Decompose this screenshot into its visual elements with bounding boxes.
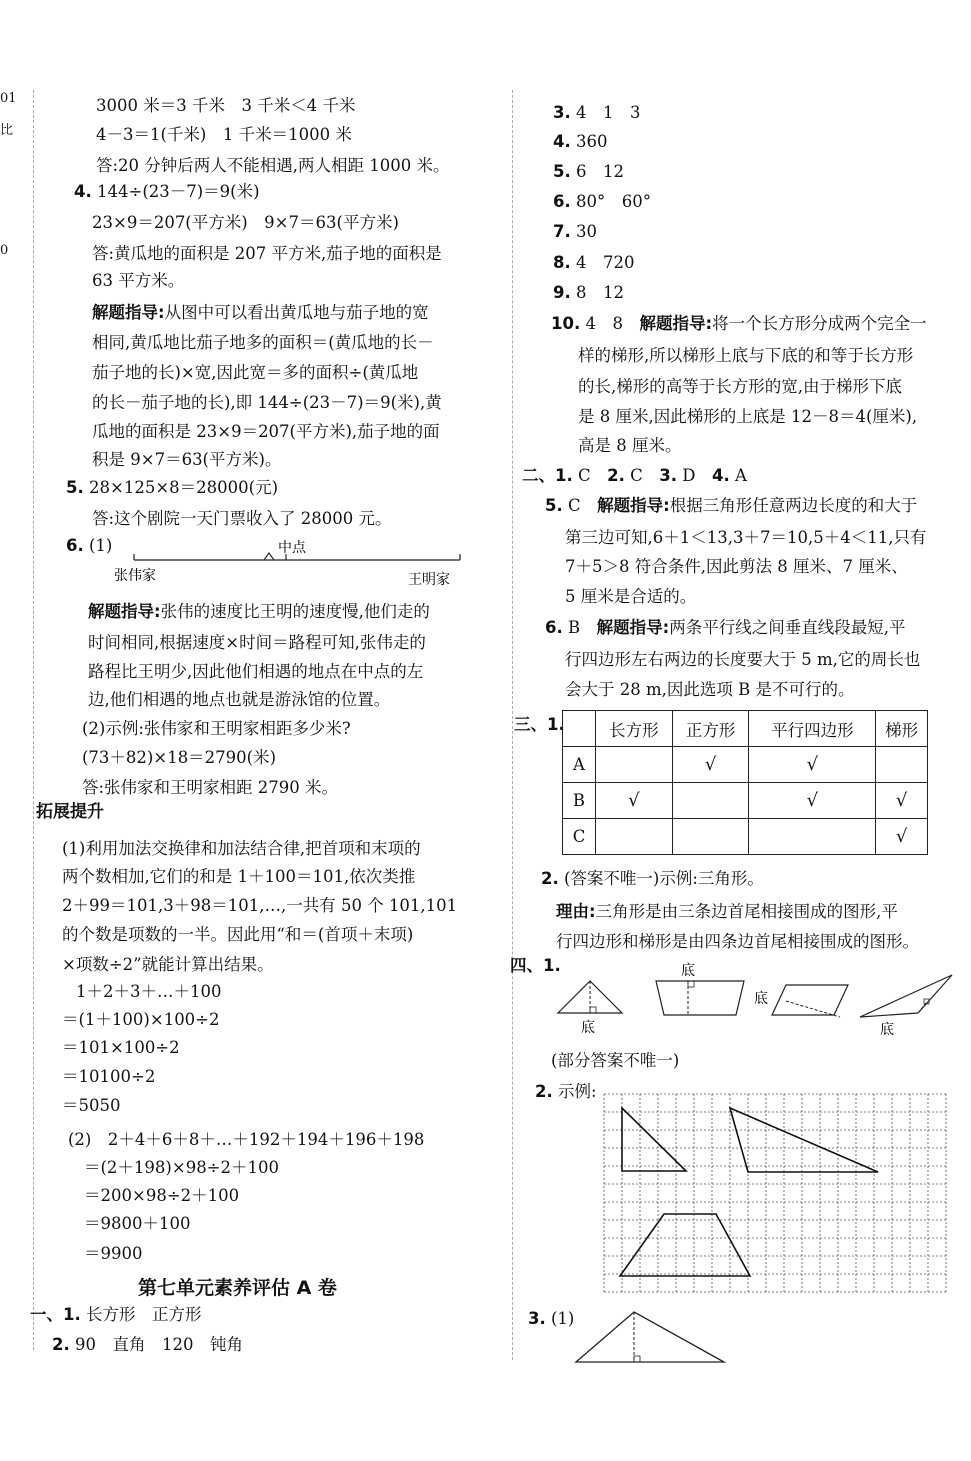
right-line-9: 的长,梯形的高等于长方形的宽,由于梯形下底 — [578, 377, 902, 396]
answer-4: 4. 360 — [553, 132, 608, 151]
part4-q2: 2. 示例: — [535, 1082, 597, 1101]
right-line-14: 第三边可知,6＋1＜13,3＋7＝10,5＋4＜11,只有 — [565, 528, 927, 547]
route-line-diagram — [110, 538, 470, 590]
wangming-home-label: 王明家 — [408, 572, 450, 588]
table-cell — [596, 747, 673, 783]
left-line-30: ＝(1＋100)×100÷2 — [62, 1010, 220, 1029]
part2-q6: 6. B 解题指导:两条平行线之间垂直线段最短,平 — [545, 618, 906, 637]
reason-line-2: 行四边形和梯形是由四条边首尾相接围成的图形。 — [556, 932, 919, 951]
part3-q2: 2. (答案不唯一)示例:三角形。 — [541, 869, 764, 888]
answer-7: 7. 30 — [553, 222, 597, 241]
edge-fragment-1: 01 — [0, 91, 17, 106]
table-row — [563, 747, 928, 783]
edge-fragment-3: 0 — [0, 243, 9, 258]
table-header-trapezoid: 梯形 — [876, 711, 928, 747]
left-line-34: (2) 2＋4＋6＋8＋…＋192＋194＋196＋198 — [68, 1130, 425, 1149]
base-label: 底 — [681, 963, 695, 979]
answer-8: 8. 4 720 — [553, 253, 635, 272]
right-line-18: 行四边形左右两边的长度要大于 5 m,它的周长也 — [565, 650, 921, 669]
right-triangle-drawing — [622, 1108, 686, 1171]
base-label: 底 — [754, 991, 768, 1007]
table-header-square: 正方形 — [672, 711, 749, 747]
column-divider — [512, 90, 513, 1360]
left-line-31: ＝101×100÷2 — [62, 1038, 180, 1057]
left-line-28: ×项数÷2”就能计算出结果。 — [62, 955, 274, 974]
table-row-label: A — [563, 747, 596, 783]
table-cell: √ — [876, 819, 928, 855]
table-cell: √ — [749, 783, 876, 819]
left-line-38: ＝9900 — [84, 1244, 143, 1263]
table-row — [563, 819, 928, 855]
left-line-27: 的个数是项数的一半。因此用“和＝(首项＋末项) — [62, 925, 414, 944]
obtuse-triangle-height-figure — [860, 975, 952, 1038]
triangle-height-figure — [558, 981, 622, 1036]
left-line-32: ＝10100÷2 — [62, 1067, 156, 1086]
base-label: 底 — [581, 1020, 595, 1036]
right-line-15: 7＋5＞8 符合条件,因此剪法 8 厘米、7 厘米、 — [565, 557, 908, 576]
left-line-35: ＝(2＋198)×98÷2＋100 — [84, 1158, 280, 1177]
table-cell: √ — [876, 783, 928, 819]
left-line-14: 答:这个剧院一天门票收入了 28000 元。 — [92, 509, 392, 528]
table-row — [563, 783, 928, 819]
left-line-12: 积是 9×7＝63(平方米)。 — [92, 450, 282, 469]
table-cell — [672, 783, 749, 819]
table-cell — [672, 819, 749, 855]
parallelogram-height-figure — [754, 985, 848, 1017]
left-line-0: 3000 米＝3 千米 3 千米＜4 千米 — [96, 96, 356, 115]
table-cell: √ — [596, 783, 673, 819]
left-line-1: 4－3＝1(千米) 1 千米＝1000 米 — [96, 125, 352, 144]
table-cell — [876, 747, 928, 783]
partial-answer-note: (部分答案不唯一) — [551, 1051, 680, 1070]
table-header-row — [563, 711, 928, 747]
unit-7-title: 第七单元素养评估 A 卷 — [138, 1277, 337, 1299]
trapezoid-height-figure — [656, 962, 744, 1015]
table-cell: √ — [672, 747, 749, 783]
table-cell — [596, 819, 673, 855]
base-label: 底 — [880, 1022, 894, 1038]
left-line-33: ＝5050 — [62, 1096, 121, 1115]
answer-5: 5. 6 12 — [553, 162, 624, 181]
shape-classification-table — [562, 710, 928, 855]
left-line-18: 路程比王明少,因此他们相遇的地点在中点的左 — [88, 662, 424, 681]
left-line-17: 时间相同,根据速度×时间＝路程可知,张伟走的 — [88, 633, 426, 652]
table-row-label: C — [563, 819, 596, 855]
left-line-37: ＝9800＋100 — [84, 1214, 191, 1233]
hint-6: 解题指导:张伟的速度比王明的速度慢,他们走的 — [88, 602, 430, 621]
left-line-10: 的长－茄子地的长),即 144÷(23－7)＝9(米),黄 — [92, 393, 442, 412]
right-line-11: 高是 8 厘米。 — [578, 436, 682, 455]
left-line-25: 两个数相加,它们的和是 1＋100＝101,依次类推 — [62, 867, 416, 886]
part1-q1: 一、1. 长方形 正方形 — [30, 1305, 202, 1324]
table-row-label: B — [563, 783, 596, 819]
right-line-19: 会大于 28 m,因此选项 B 是不可行的。 — [565, 680, 855, 699]
left-line-21: (73＋82)×18＝2790(米) — [82, 748, 277, 767]
part1-q2: 2. 90 直角 120 钝角 — [52, 1335, 243, 1354]
answer-3: 3. 4 1 3 — [553, 103, 641, 122]
midpoint-label: 中点 — [278, 540, 306, 556]
left-line-36: ＝200×98÷2＋100 — [84, 1186, 240, 1205]
left-line-29: 1＋2＋3＋…＋100 — [76, 982, 222, 1001]
left-margin-line — [33, 90, 34, 1350]
left-line-8: 相同,黄瓜地比茄子地多的面积＝(黄瓜地的长－ — [92, 333, 434, 352]
zhangwei-home-label: 张伟家 — [114, 568, 156, 584]
grid-drawing — [600, 1090, 948, 1300]
right-line-16: 5 厘米是合适的。 — [565, 587, 697, 606]
left-line-24: (1)利用加法交换律和加法结合律,把首项和末项的 — [62, 839, 421, 858]
left-line-20: (2)示例:张伟家和王明家相距多少米? — [82, 719, 351, 738]
question-5: 5. 28×125×8＝28000(元) — [66, 478, 279, 497]
table-cell: √ — [749, 747, 876, 783]
section-extension: 拓展提升 — [36, 802, 104, 822]
answer-6: 6. 80° 60° — [553, 192, 651, 211]
left-line-9: 茄子地的长)×宽,因此宽＝多的面积÷(黄瓜地 — [92, 363, 419, 382]
hint-4: 解题指导:从图中可以看出黄瓜地与茄子地的宽 — [92, 303, 429, 322]
table-corner — [563, 711, 596, 747]
left-line-11: 瓜地的面积是 23×9＝207(平方米),茄子地的面 — [92, 422, 440, 441]
left-line-4: 23×9＝207(平方米) 9×7＝63(平方米) — [92, 213, 399, 232]
question-4: 4. 144÷(23－7)＝9(米) — [74, 182, 260, 201]
right-line-10: 是 8 厘米,因此梯形的上底是 12－8＝4(厘米), — [578, 407, 918, 426]
left-line-26: 2＋99＝101,3＋98＝101,…,一共有 50 个 101,101 — [62, 896, 458, 915]
left-line-6: 63 平方米。 — [92, 271, 185, 290]
table-cell — [749, 819, 876, 855]
left-line-19: 边,他们相遇的地点也就是游泳馆的位置。 — [88, 690, 391, 709]
table-header-parallelogram: 平行四边形 — [749, 711, 876, 747]
edge-fragment-2: 比 — [0, 123, 14, 138]
isosceles-triangle-height — [570, 1308, 730, 1370]
right-line-8: 样的梯形,所以梯形上底与下底的和等于长方形 — [578, 346, 914, 365]
reason-line-1: 理由:三角形是由三条边首尾相接围成的图形,平 — [556, 902, 898, 921]
part4-q1-label: 四、1. — [510, 956, 561, 975]
answer-9: 9. 8 12 — [553, 283, 624, 302]
left-line-5: 答:黄瓜地的面积是 207 平方米,茄子地的面积是 — [92, 244, 442, 263]
left-line-22: 答:张伟家和王明家相距 2790 米。 — [82, 778, 339, 797]
left-line-2: 答:20 分钟后两人不能相遇,两人相距 1000 米。 — [96, 156, 450, 175]
question-6: 6. (1) — [66, 536, 113, 555]
trapezoid-drawing — [620, 1214, 750, 1276]
part2-answers: 二、1. C 2. C 3. D 4. A — [522, 466, 747, 485]
answer-10: 10. 4 8 解题指导:将一个长方形分成两个完全一 — [551, 314, 927, 333]
table-header-rectangle: 长方形 — [596, 711, 673, 747]
part3-q1-label: 三、1. — [514, 715, 565, 734]
height-figures — [550, 955, 970, 1040]
part4-q3: 3. (1) — [528, 1309, 575, 1328]
part2-q5: 5. C 解题指导:根据三角形任意两边长度的和大于 — [545, 496, 918, 515]
